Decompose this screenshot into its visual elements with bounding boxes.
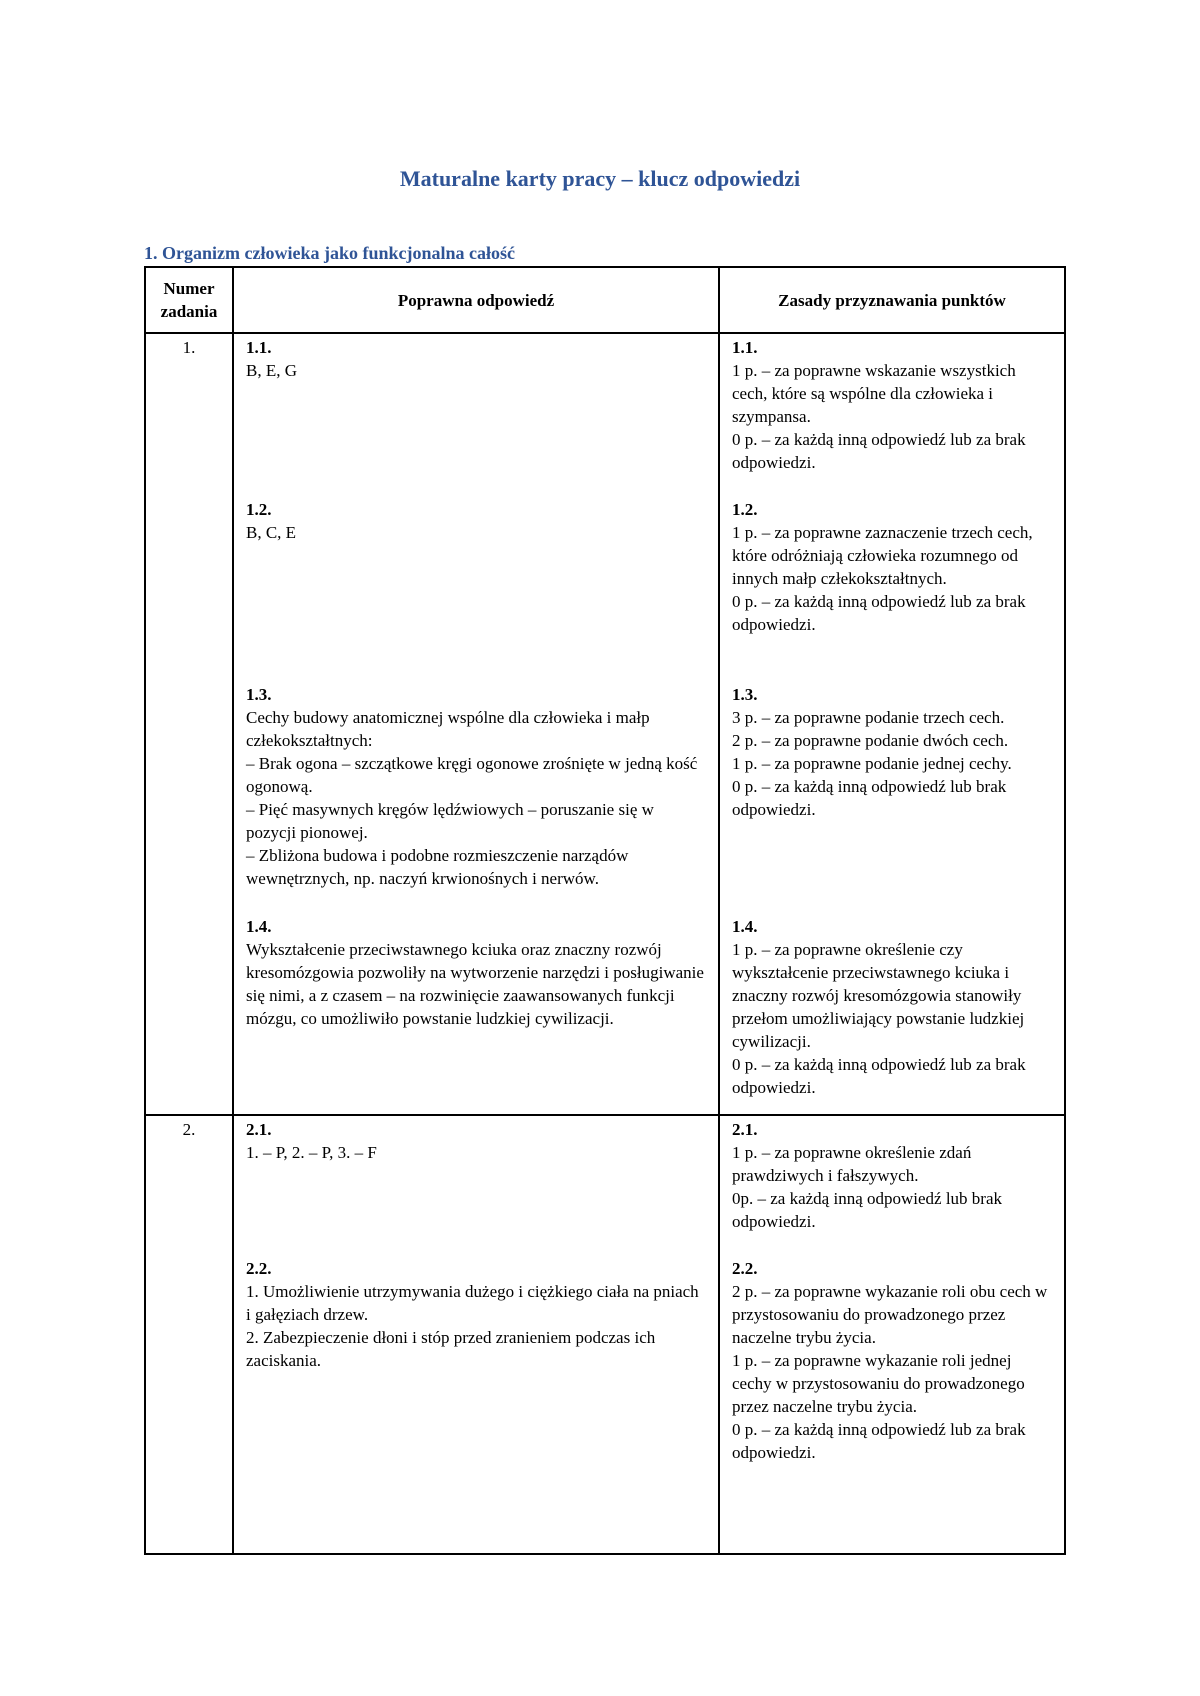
table-header-row (145, 267, 1065, 333)
header-points: Zasady przyznawania punktów (719, 267, 1065, 333)
answer-line: Wykształcenie przeciwstawnego kciuka oraz znaczny rozwój kresomózgowia pozwoliły na wytworzenie narzędzi i posługiwanie się nimi, a z czasem – na rozwinięcie zaawansowanych funkcji mózgu, co umożliwiło powstanie ludzkiej cywilizacji. (246, 940, 704, 1028)
points-line: 1 p. – za poprawne określenie zdań prawdziwych i fałszywych. (732, 1143, 972, 1185)
subtask-label: 1.1. (732, 338, 758, 357)
subtask-answer (246, 683, 706, 915)
subtask-points (732, 1257, 1052, 1464)
points-line: 0 p. – za każdą inną odpowiedź lub za brak odpowiedzi. (732, 592, 1026, 634)
points-line: 1 p. – za poprawne wykazanie roli jednej cechy w przystosowaniu do prowadzonego przez naczelne trybu życia. (732, 1351, 1025, 1416)
answer-line: 2. Zabezpieczenie dłoni i stóp przed zranieniem podczas ich zaciskania. (246, 1328, 656, 1370)
points-line: 2 p. – za poprawne wykazanie roli obu cech w przystosowaniu do prowadzonego przez naczelne trybu życia. (732, 1282, 1048, 1347)
subtask-answer (246, 1257, 706, 1372)
page-title: Maturalne karty pracy – klucz odpowiedzi (399, 166, 801, 191)
task-number: 2. (145, 1115, 233, 1554)
subtask-label: 1.4. (246, 917, 272, 936)
points-line: 2 p. – za poprawne podanie dwóch cech. (732, 731, 1009, 750)
answer-cell (233, 333, 719, 1115)
subtask-label: 2.1. (732, 1120, 758, 1139)
points-cell (719, 1115, 1065, 1554)
subtask-label: 2.1. (246, 1120, 272, 1139)
answer-line: 1. – P, 2. – P, 3. – F (246, 1143, 377, 1162)
subtask-answer (246, 915, 706, 1030)
points-line: 1 p. – za poprawne podanie jednej cechy. (732, 754, 1012, 773)
answer-cell (233, 1115, 719, 1554)
points-line: 0 p. – za każdą inną odpowiedź lub za brak odpowiedzi. (732, 430, 1026, 472)
header-answer: Poprawna odpowiedź (233, 267, 719, 333)
subtask-answer (246, 1118, 706, 1257)
subtask-points (732, 915, 1052, 1099)
answer-line: B, E, G (246, 361, 297, 380)
table-row (145, 1115, 1065, 1554)
points-line: 0 p. – za każdą inną odpowiedź lub brak odpowiedzi. (732, 777, 1007, 819)
task-number: 1. (145, 333, 233, 1115)
subtask-label: 1.4. (732, 917, 758, 936)
subtask-label: 1.3. (732, 685, 758, 704)
subtask-label: 2.2. (246, 1259, 272, 1278)
header-number: Numer zadania (145, 267, 233, 333)
answer-key-table (144, 266, 1066, 1555)
answer-line: B, C, E (246, 523, 297, 542)
subtask-points (732, 1118, 1052, 1257)
table-row (145, 333, 1065, 1115)
points-cell (719, 333, 1065, 1115)
subtask-points (732, 498, 1052, 683)
subtask-points (732, 336, 1052, 498)
subtask-answer (246, 336, 706, 498)
points-line: 1 p. – za poprawne zaznaczenie trzech cech, które odróżniają człowieka rozumnego od innych małp człekokształtnych. (732, 523, 1033, 588)
answer-line: – Zbliżona budowa i podobne rozmieszczenie narządów wewnętrznych, np. naczyń krwionośnych i nerwów. (246, 846, 629, 888)
subtask-label: 1.2. (732, 500, 758, 519)
subtask-label: 1.3. (246, 685, 272, 704)
points-line: 0 p. – za każdą inną odpowiedź lub za brak odpowiedzi. (732, 1055, 1026, 1097)
answer-line: Cechy budowy anatomicznej wspólne dla człowieka i małp człekokształtnych: (246, 708, 650, 750)
points-line: 3 p. – za poprawne podanie trzech cech. (732, 708, 1005, 727)
subtask-label: 1.2. (246, 500, 272, 519)
points-line: 0p. – za każdą inną odpowiedź lub brak odpowiedzi. (732, 1189, 1003, 1231)
answer-line: 1. Umożliwienie utrzymywania dużego i ciężkiego ciała na pniach i gałęziach drzew. (246, 1282, 699, 1324)
subtask-label: 1.1. (246, 338, 272, 357)
answer-line: – Pięć masywnych kręgów lędźwiowych – poruszanie się w pozycji pionowej. (246, 800, 654, 842)
points-line: 1 p. – za poprawne określenie czy wykształcenie przeciwstawnego kciuka i znaczny rozwój kresomózgowia stanowiły przełom umożliwiający powstanie ludzkiej cywilizacji. (732, 940, 1025, 1051)
answer-line: – Brak ogona – szczątkowe kręgi ogonowe zrośnięte w jedną kość ogonową. (246, 754, 698, 796)
section-heading: 1. Organizm człowieka jako funkcjonalna całość (144, 243, 515, 263)
points-line: 1 p. – za poprawne wskazanie wszystkich cech, które są wspólne dla człowieka i szympansa. (732, 361, 1016, 426)
subtask-label: 2.2. (732, 1259, 758, 1278)
subtask-points (732, 683, 1052, 915)
points-line: 0 p. – za każdą inną odpowiedź lub za brak odpowiedzi. (732, 1420, 1026, 1462)
subtask-answer (246, 498, 706, 683)
